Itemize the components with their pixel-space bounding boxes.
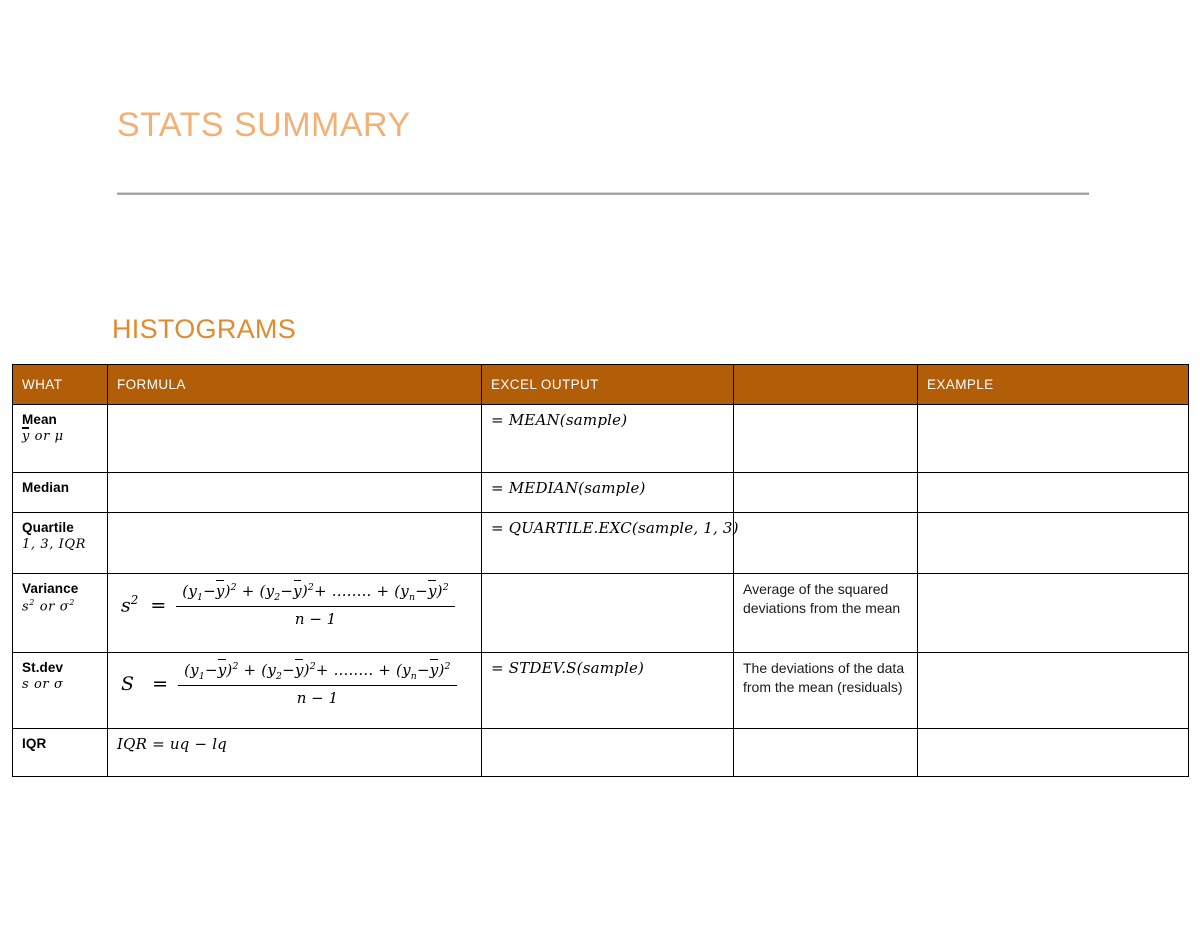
cell-description [734,729,918,777]
stat-name: IQR [22,736,47,751]
cell-example [918,473,1189,513]
cell-what [13,513,108,574]
cell-excel-output [482,405,734,473]
excel-formula: = QUARTILE.EXC(sample, 1, 3) [491,519,739,537]
table-row [13,653,1189,729]
stat-symbol: y or μ [22,429,64,445]
cell-example [918,653,1189,729]
title-divider [117,192,1089,195]
fraction-numerator: $(y_1-y)^2 + (y_2-y)^2+$ ........ + $(y_n-y)^2$ [184,661,451,682]
stat-name: Variance [22,581,79,596]
column-header-description [734,365,918,405]
table-row [13,473,1189,513]
cell-formula [108,574,482,653]
column-header-example: EXAMPLE [918,365,1189,405]
cell-description [734,405,918,473]
stdev-formula [117,659,473,710]
cell-formula [108,405,482,473]
table-row [13,574,1189,653]
formula-lhs: S = [121,673,169,696]
cell-what [13,653,108,729]
cell-example [918,729,1189,777]
fraction-denominator: n − 1 [176,606,455,629]
column-header-what: WHAT [13,365,108,405]
fraction-numerator: $(y_1-y)^2 + (y_2-y)^2+$ ........ + $(y_n-y)^2$ [182,582,449,603]
cell-formula [108,653,482,729]
cell-what [13,473,108,513]
page-title: STATS SUMMARY [117,106,411,144]
excel-formula: = MEDIAN(sample) [491,479,646,497]
formula-lhs: $s^2$ = [121,593,167,617]
cell-excel-output [482,473,734,513]
cell-description [734,473,918,513]
table-row [13,405,1189,473]
cell-what [13,729,108,777]
fraction [178,661,457,708]
variance-formula [117,580,473,631]
stat-symbol: $s^2$ or $\sigma^2$ [22,598,75,615]
stats-table-container [12,364,1188,777]
section-heading: HISTOGRAMS [112,314,297,344]
cell-description [734,513,918,574]
description-text: The deviations of the data from the mean (residuals) [743,660,905,695]
stat-name: Median [22,480,70,495]
stat-symbol: 1, 3, IQR [22,537,87,553]
iqr-formula: IQR = uq − lq [117,735,227,753]
table-header-row [13,365,1189,405]
description-text: Average of the squared deviations from the mean [743,581,901,616]
cell-excel-output [482,513,739,574]
cell-formula [108,513,482,574]
cell-excel-output [482,574,734,653]
table-row [13,513,1189,574]
cell-excel-output [482,653,734,729]
stat-name: Mean [22,412,57,427]
cell-example [918,405,1189,473]
cell-description [734,653,918,729]
stats-summary-table [12,364,1189,777]
cell-description [734,574,918,653]
cell-formula [108,473,482,513]
cell-example [918,574,1189,653]
cell-formula [108,729,482,777]
cell-example [918,513,1189,574]
cell-excel-output [482,729,734,777]
cell-what [13,574,108,653]
fraction [176,582,455,629]
fraction-denominator: n − 1 [178,685,457,708]
stat-name: St.dev [22,660,64,675]
excel-formula: = MEAN(sample) [491,411,628,429]
stat-symbol: s or σ [22,677,64,693]
excel-formula: = STDEV.S(sample) [491,659,645,677]
stat-name: Quartile [22,520,74,535]
cell-what [13,405,108,473]
column-header-formula: FORMULA [108,365,482,405]
table-row [13,729,1189,777]
column-header-excel-output: EXCEL OUTPUT [482,365,734,405]
